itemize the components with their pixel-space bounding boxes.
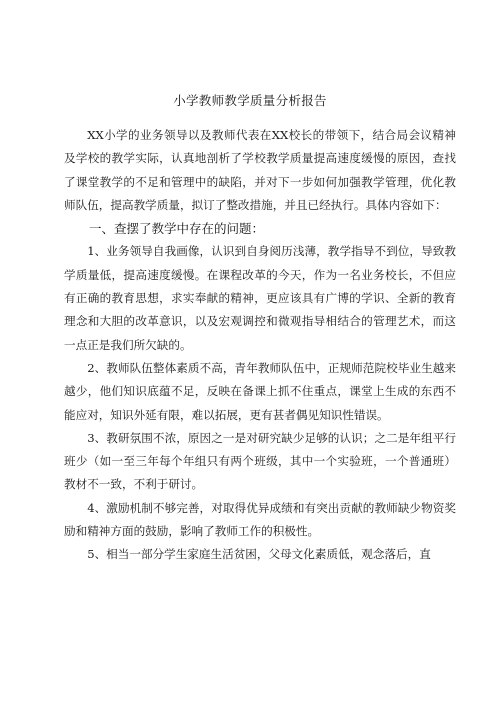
list-item: 3、教研氛围不浓，原因之一是对研究缺少足够的认识；之二是年组平行班少（如一至三年每个年组只有两个班级，其中一个实验班，一个普通班）教材不一致，不利于研讨。 [64, 430, 456, 492]
document-body [64, 124, 456, 567]
list-item: 2、教师队伍整体素质不高，青年教师队伍中，正规师范院校毕业生越来越少，他们知识底蕴不足，反映在备课上抓不住重点，课堂上生成的东西不能应对，知识外延有限，难以拓展，更有甚者偶见知识性错误。 [64, 360, 456, 422]
list-item: 4、激励机制不够完善，对取得优异成绩和有突出贡献的教师缺少物资奖励和精神方面的鼓励，影响了教师工作的积极性。 [64, 500, 456, 539]
list-item: 5、相当一部分学生家庭生活贫困，父母文化素质低，观念落后，直 [87, 547, 431, 562]
section-heading: 一、查摆了教学中存在的问题： [89, 221, 265, 237]
list-item: 1、业务领导自我画像，认识到自身阅历浅薄，教学指导不到位，导致教学质量低，提高速度缓慢。在课程改革的今天，作为一名业务校长，不但应有正确的教育思想，求实奉献的精神，更应该具有广博的学识、全新的教育理念和大胆的改革意识，以及宏观调控和微观指导相结合的管理艺术，而这一点正是我们所欠缺的。 [64, 244, 456, 352]
document-title: 小学教师教学质量分析报告 [173, 93, 327, 108]
intro-paragraph: XX小学的业务领导以及教师代表在XX校长的带领下，结合局会议精神及学校的教学实际，认真地剖析了学校教学质量提高速度缓慢的原因，查找了课堂教学的不足和管理中的缺陷，并对下一步如何加强教学管理，优化教师队伍，提高教学质量，拟订了整改措施，并且已经执行。具体内容如下： [64, 128, 456, 212]
